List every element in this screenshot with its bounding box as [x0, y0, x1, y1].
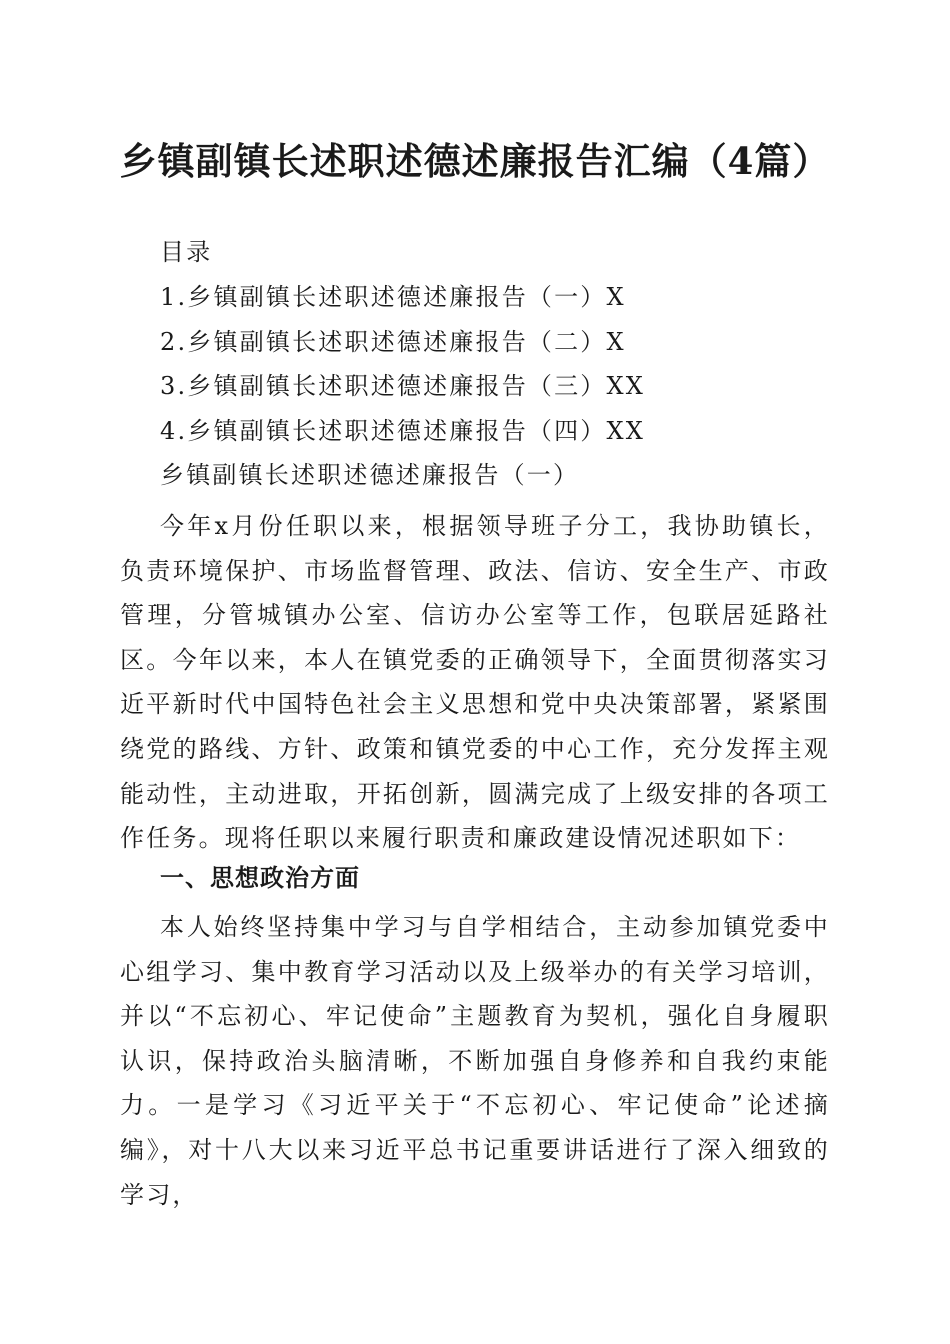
toc-item: 2.乡镇副镇长述职述德述廉报告（二）X [160, 328, 626, 356]
toc-heading: 目录 [160, 238, 213, 266]
section-paragraph: 本人始终坚持集中学习与自学相结合，主动参加镇党委中心组学习、集中教育学习活动以及上级举办的有关学习培训，并以“不忘初心、牢记使命”主题教育为契机，强化自身履职认识，保持政治头脑清晰，不断加强自身修养和自我约束能力。一是学习《习近平关于“不忘初心、牢记使命”论述摘编》，对十八大以来习近平总书记重要讲话进行了深入细致的学习， [120, 913, 830, 1209]
document-title: 乡镇副镇长述职述德述廉报告汇编（4篇） [119, 139, 831, 183]
report-title: 乡镇副镇长述职述德述廉报告（一） [160, 461, 580, 489]
section-heading: 一、思想政治方面 [160, 864, 360, 892]
toc-item: 3.乡镇副镇长述职述德述廉报告（三）XX [160, 372, 646, 400]
intro-paragraph: 今年x月份任职以来，根据领导班子分工，我协助镇长，负责环境保护、市场监督管理、政法、信访、安全生产、市政管理，分管城镇办公室、信访办公室等工作，包联居延路社区。今年以来，本人在镇党委的正确领导下，全面贯彻落实习近平新时代中国特色社会主义思想和党中央决策部署，紧紧围绕党的路线、方针、政策和镇党委的中心工作，充分发挥主观能动性，主动进取，开拓创新，圆满完成了上级安排的各项工作任务。现将任职以来履行职责和廉政建设情况述职如下： [120, 512, 830, 853]
toc-item: 4.乡镇副镇长述职述德述廉报告（四）XX [160, 417, 646, 445]
toc-item: 1.乡镇副镇长述职述德述廉报告（一）X [160, 283, 626, 311]
